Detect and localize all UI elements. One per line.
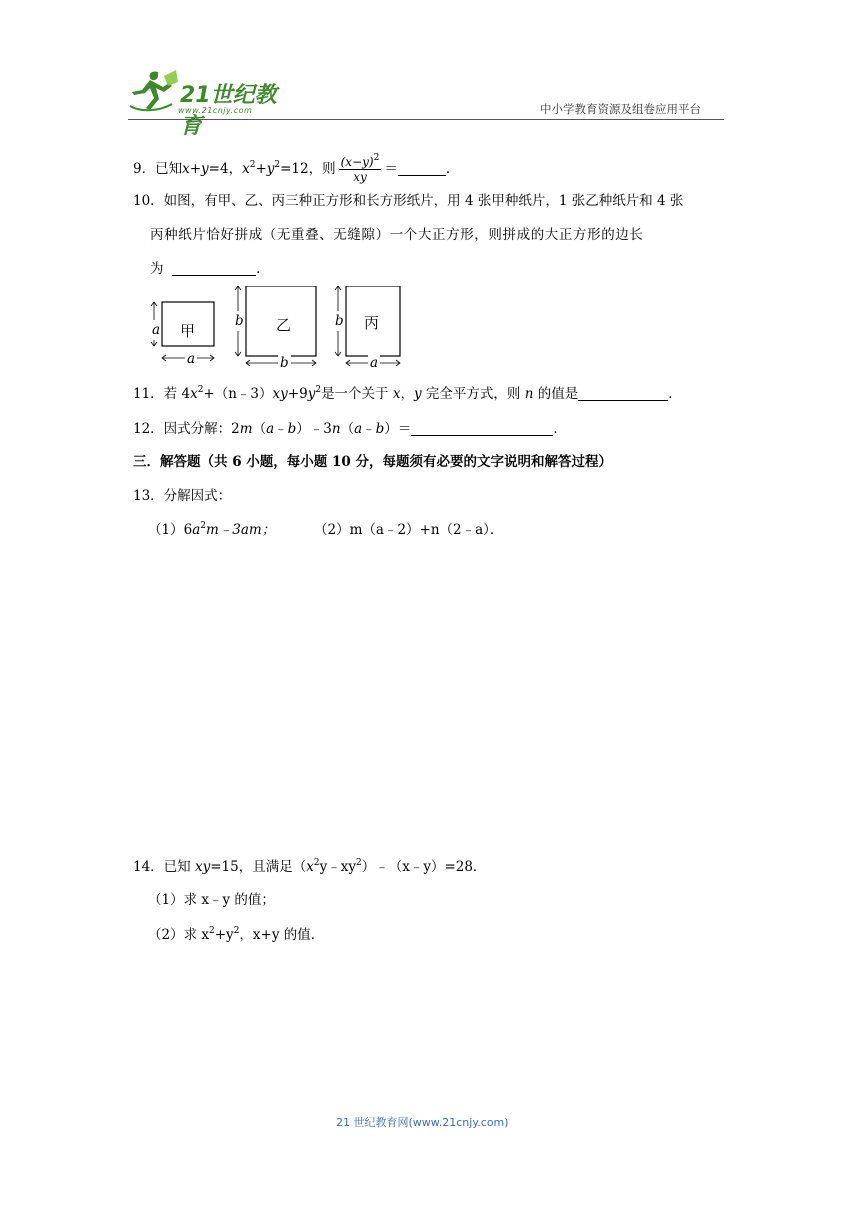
label-b-bing-side: b <box>335 313 344 329</box>
answer-blank <box>411 421 553 436</box>
question-12: 12．因式分解：2m（a﹣b）﹣3n（a﹣b）＝ ． <box>133 421 567 437</box>
question-10-line3: 为 ． <box>150 261 270 277</box>
answer-blank <box>578 386 668 401</box>
question-11: 11．若 $4x^2+(n﹣3)xy+9y^2$是一个关于 x，y 完全平方式，则 n 的值是 ． <box>133 385 682 402</box>
label-yi: 乙 <box>276 316 292 334</box>
question-9: 9．已知x+y=4，$x^2+y^2=12$，则 $\frac{(x-y)^2}{xy}$ ＝ ． <box>133 153 460 184</box>
label-b-yi-bottom: b <box>280 355 289 371</box>
logo-main-text: 21世纪教育 <box>180 83 277 139</box>
question-14-part1: （1）求 x﹣y 的值； <box>148 892 275 908</box>
answer-blank <box>398 161 446 176</box>
question-14-part2: （2）求 $x^2+y^2$，x+y 的值． <box>148 926 325 943</box>
header-logo <box>128 68 298 139</box>
runner-logo-icon <box>128 68 180 116</box>
question-10-line2: 丙种纸片恰好拼成（无重叠、无缝隙）一个大正方形，则拼成的大正方形的边长 <box>150 227 644 243</box>
question-13-title: 13．分解因式： <box>133 488 232 504</box>
label-a-jia-bottom: a <box>187 351 196 367</box>
footer-text: 21 世纪教育网(www.21cnjy.com) <box>336 1116 509 1129</box>
label-bing: 丙 <box>364 314 380 332</box>
label-jia: 甲 <box>180 322 196 340</box>
platform-title: 中小学教育资源及组卷应用平台 <box>540 102 701 116</box>
logo-url-text: www.21cnjy.com <box>178 106 253 115</box>
answer-blank <box>172 261 256 276</box>
label-a-bing-bottom: a <box>370 355 379 371</box>
header-divider <box>128 119 724 120</box>
fraction: $\frac{(x-y)^2}{xy}$ <box>340 153 380 184</box>
section-3-heading: 三．解答题（共 6 小题，每小题 10 分，每题须有必要的文字说明和解答过程） <box>133 454 612 470</box>
question-13-part2: （2）m（a﹣2）+n（2﹣a）． <box>314 522 504 538</box>
label-b-yi-side: b <box>235 313 244 329</box>
question-10-line1: 10．如图，有甲、乙、丙三种正方形和长方形纸片，用 4 张甲种纸片，1 张乙种纸片和 4 张 <box>133 193 684 209</box>
label-a-jia-side: a <box>152 322 161 338</box>
question-13-part1: $(1)6a^2m﹣3am$； <box>148 521 276 538</box>
question-14-title: 14．已知 xy=15，且满足$(x^2y﹣xy^2)﹣(x﹣y)=28$． <box>133 858 487 875</box>
